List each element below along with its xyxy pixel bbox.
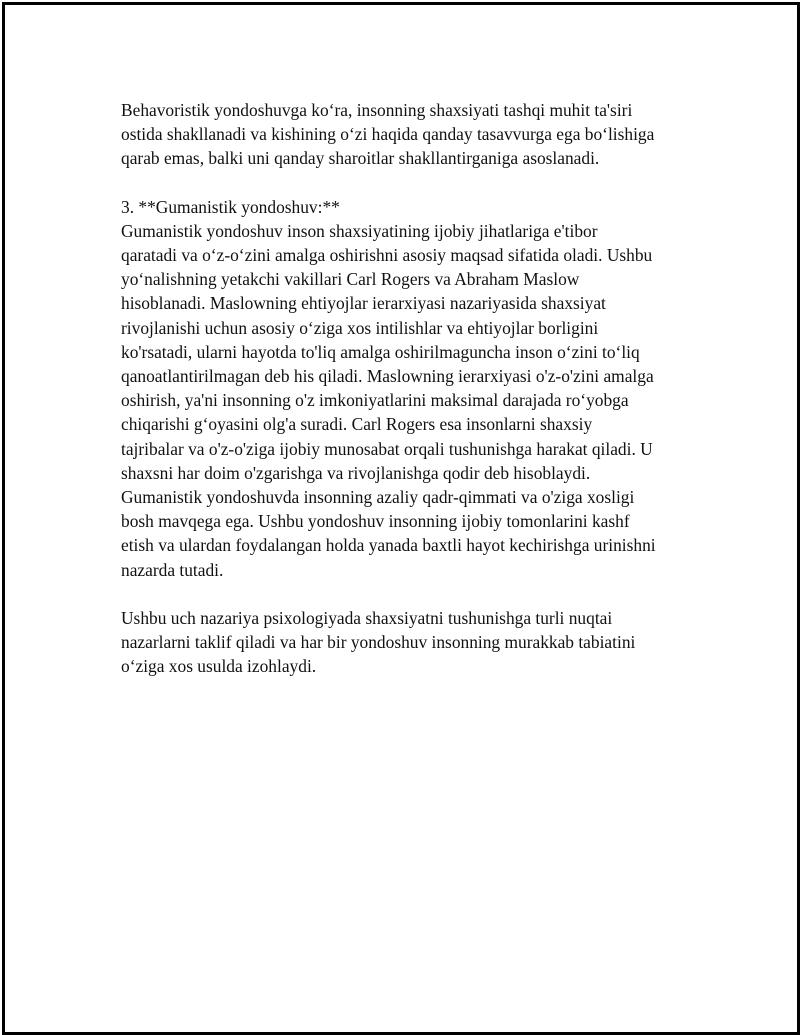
page-body [121,98,693,678]
paragraph-humanistic-approach: 3. **Gumanistik yondoshuv:** Gumanistik yondoshuv inson shaxsiyatining ijobiy jihatlariga e'tibor qaratadi va o‘z-o‘zini amalga oshirishni asosiy maqsad sifatida oladi. Ushbu yo‘nalishning yetakchi vakillari Carl Rogers va Abraham Maslow hisoblanadi. Maslowning ehtiyojlar ierarxiyasi nazariyasida shaxsiyat rivojlanishi uchun asosiy o‘ziga xos intilishlar va ehtiyojlar borligini ko'rsatadi, ularni hayotda to'liq amalga oshirilmaguncha inson o‘zini to‘liq qanoatlantirilmagan deb his qiladi. Maslowning ierarxiyasi o'z-o'zini amalga oshirish, ya'ni insonning o'z imkoniyatlarini maksimal darajada ro‘yobga chiqarishi g‘oyasini olg'a suradi. Carl Rogers esa insonlarni shaxsiy tajribalar va o'z-o'ziga ijobiy munosabat orqali tushunishga harakat qiladi. U shaxsni har doim o'zgarishga va rivojlanishga qodir deb hisoblaydi. Gumanistik yondoshuvda insonning azaliy qadr-qimmati va o'ziga xosligi bosh mavqega ega. Ushbu yondoshuv insonning ijobiy tomonlarini kashf etish va ulardan foydalangan holda yanada baxtli hayot kechirishga urinishni nazarda tutadi. [121,196,656,580]
document-page [2,2,800,1035]
paragraph-spacer [121,171,693,195]
paragraph-conclusion: Ushbu uch nazariya psixologiyada shaxsiyatni tushunishga turli nuqtai nazarlarni taklif qiladi va har bir yondoshuv insonning murakkab tabiatini o‘ziga xos usulda izohlaydi. [121,607,636,677]
paragraph-behaviorist-summary: Behavoristik yondoshuvga ko‘ra, insonning shaxsiyati tashqi muhit ta'siri ostida shakllanadi va kishining o‘zi haqida qanday tasavvurga ega bo‘lishiga qarab emas, balki uni qanday sharoitlar shakllantirganiga asoslanadi. [121,100,655,169]
paragraph-spacer [121,582,693,606]
